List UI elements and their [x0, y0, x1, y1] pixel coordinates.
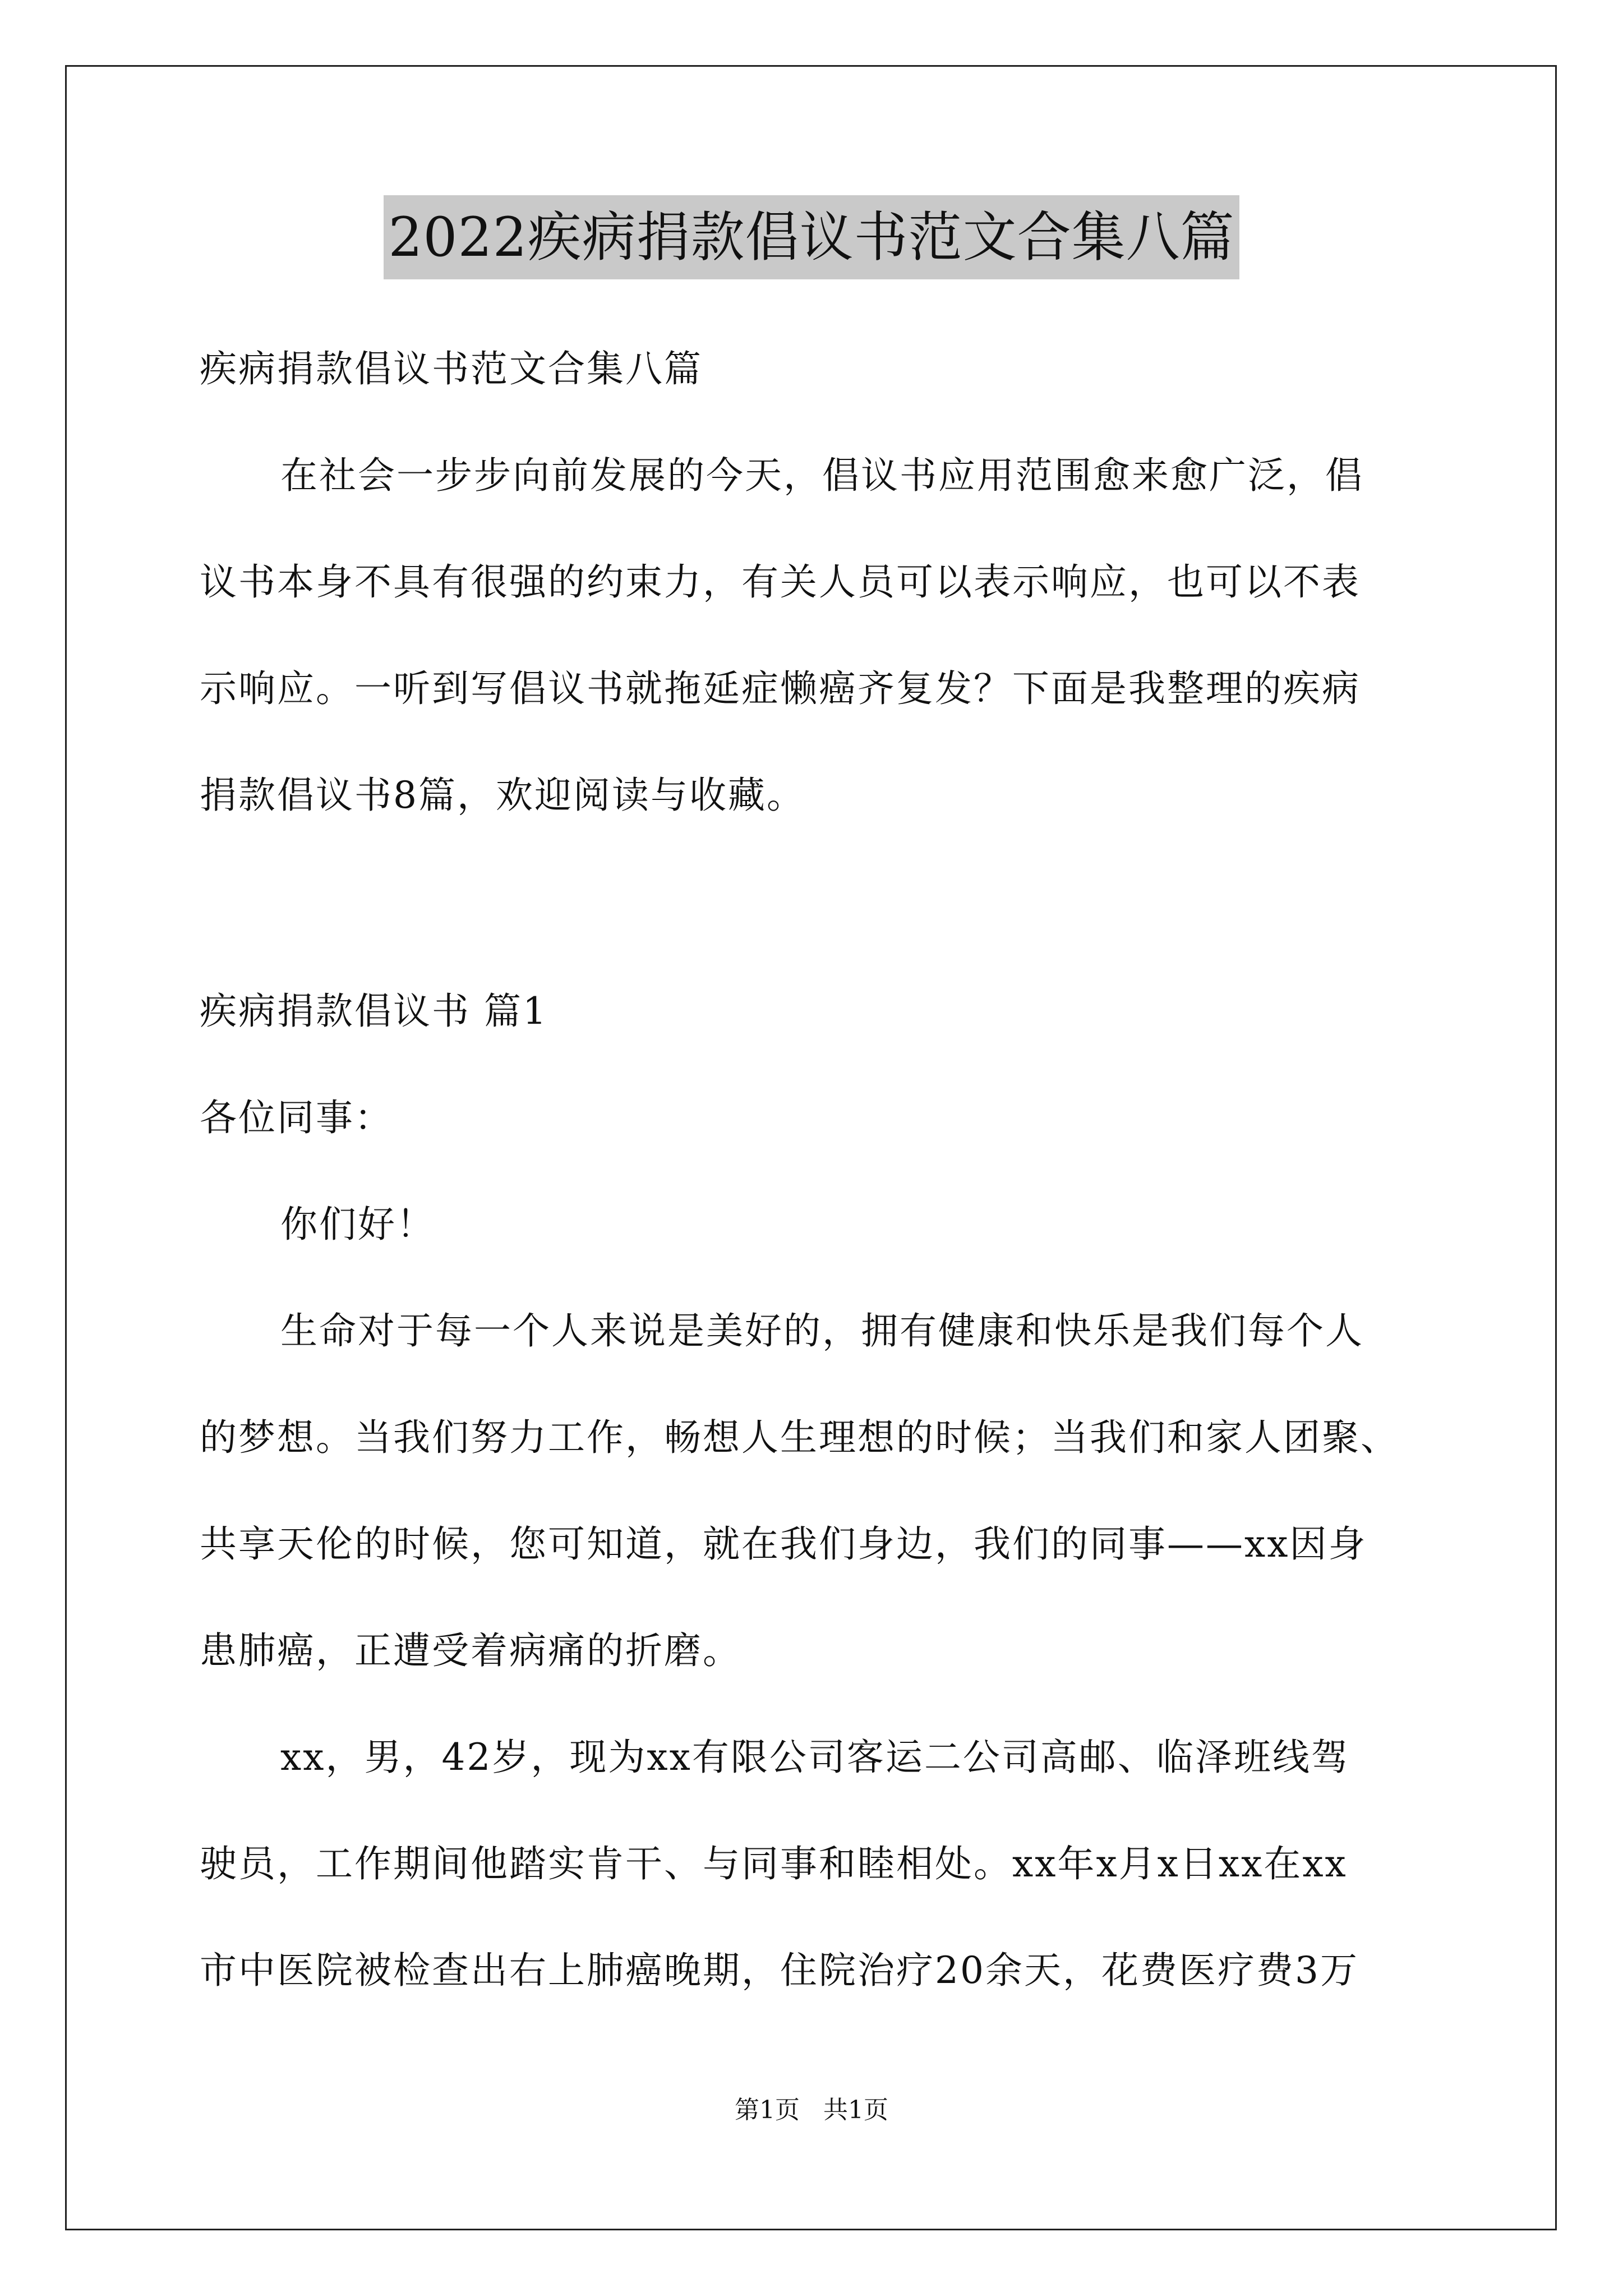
page-number: 第1页	[735, 2096, 800, 2124]
intro-line-1: 在社会一步步向前发展的今天，倡议书应用范围愈来愈广泛，倡	[280, 454, 1364, 497]
para2-line-1: xx，男，42岁，现为xx有限公司客运二公司高邮、临泽班线驾	[280, 1736, 1350, 1779]
para1-line-1: 生命对于每一个人来说是美好的，拥有健康和快乐是我们每个人	[280, 1309, 1364, 1352]
para1-line-4: 患肺癌，正遭受着病痛的折磨。	[200, 1629, 741, 1672]
intro-line-3: 示响应。一听到写倡议书就拖延症懒癌齐复发？下面是我整理的疾病	[200, 667, 1361, 710]
title-wrapper	[0, 195, 1623, 279]
section-heading: 疾病捐款倡议书 篇1	[200, 990, 548, 1033]
document-subtitle: 疾病捐款倡议书范文合集八篇	[200, 347, 703, 390]
para1-line-3: 共享天伦的时候，您可知道，就在我们身边，我们的同事——xx因身	[200, 1522, 1367, 1566]
page-total: 共1页	[823, 2096, 888, 2124]
page-footer	[0, 2093, 1623, 2127]
salutation: 各位同事：	[200, 1096, 393, 1139]
document-title: 2022疾病捐款倡议书范文合集八篇	[384, 195, 1239, 279]
intro-line-2: 议书本身不具有很强的约束力，有关人员可以表示响应，也可以不表	[200, 560, 1361, 604]
para1-line-2: 的梦想。当我们努力工作，畅想人生理想的时候；当我们和家人团聚、	[200, 1416, 1399, 1459]
para2-line-2: 驶员，工作期间他踏实肯干、与同事和睦相处。xx年x月x日xx在xx	[200, 1842, 1348, 1885]
para2-line-3: 市中医院被检查出右上肺癌晚期，住院治疗20余天，花费医疗费3万	[200, 1949, 1359, 1992]
greeting: 你们好！	[280, 1203, 435, 1246]
intro-line-4: 捐款倡议书8篇，欢迎阅读与收藏。	[200, 774, 805, 817]
